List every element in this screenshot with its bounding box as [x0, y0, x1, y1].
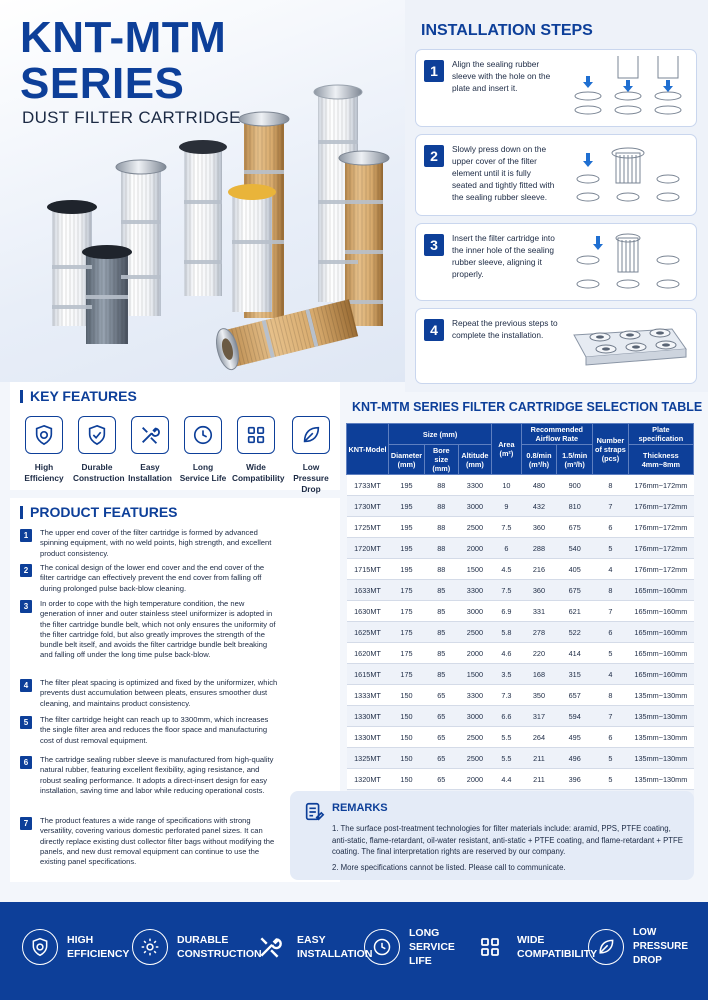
table-cell: 85	[424, 622, 458, 643]
table-cell: 135mm~130mm	[628, 769, 693, 790]
feature-text: The cartridge sealing rubber sleeve is manufactured from high-quality natural rubber, featuring excellent flexibility, aging resistance, and robust sealing performance. It adopts a direct-insert design for easy installation, saving time and labor while reducing operational costs.	[40, 755, 274, 795]
feature-number: 2	[20, 564, 32, 577]
table-cell: 176mm~172mm	[628, 538, 693, 559]
table-cell: 88	[424, 559, 458, 580]
table-cell: 278	[521, 622, 557, 643]
feature-text: The conical design of the lower end cover and the end cover of the filter cartridge can effectively prevent the end cover from falling off during prolonged pulse back-blow cleaning.	[40, 563, 265, 593]
table-cell: 3300	[458, 685, 492, 706]
table-row	[347, 580, 694, 601]
table-row	[347, 601, 694, 622]
header-text: Bore size	[432, 446, 450, 464]
table-row	[347, 664, 694, 685]
table-row	[347, 748, 694, 769]
table-cell: 4	[593, 664, 629, 685]
table-cell: 5	[593, 769, 629, 790]
table-cell: 168	[521, 664, 557, 685]
col-header-plate: Plate specification	[628, 424, 693, 445]
table-cell: 150	[389, 769, 425, 790]
table-cell: 85	[424, 601, 458, 622]
table-cell: 85	[424, 580, 458, 601]
remarks-title: REMARKS	[332, 802, 388, 814]
table-cell: 165mm~160mm	[628, 580, 693, 601]
table-cell: 9	[492, 496, 521, 517]
table-cell: 1633MT	[347, 580, 389, 601]
install-step-4	[415, 308, 697, 384]
table-cell: 211	[521, 769, 557, 790]
table-row	[347, 496, 694, 517]
table-cell: 5	[593, 643, 629, 664]
footer-label: DROP	[633, 955, 662, 966]
feature-text: The filter pleat spacing is optimized and fixed by the uniformizer, which prevents dust accumulation between pleats, ensures smoother dust cleaning, and maintains product consistency.	[40, 678, 278, 708]
table-row	[347, 517, 694, 538]
table-cell: 1333MT	[347, 685, 389, 706]
table-cell: 175	[389, 622, 425, 643]
table-cell: 175	[389, 580, 425, 601]
header-text: Number of straps	[594, 435, 626, 454]
step-3-diagram	[568, 230, 688, 298]
table-cell: 315	[557, 664, 593, 685]
table-cell: 2500	[458, 517, 492, 538]
footer-label: EFFICIENCY	[67, 948, 130, 960]
step-text: Repeat the previous steps to complete the installation.	[452, 318, 558, 340]
clock-icon	[372, 937, 392, 957]
table-cell: 176mm~172mm	[628, 496, 693, 517]
table-cell: 3000	[458, 601, 492, 622]
table-cell: 1620MT	[347, 643, 389, 664]
table-row	[347, 727, 694, 748]
feature-text: The product features a wide range of specifications with strong versatility, covering various domestic perforated panel sizes. It can directly replace existing dust collector filter bags without modifying the panels, and new dust removal equipment can continue to use the existing panel specifications.	[40, 816, 275, 867]
table-cell: 6	[593, 517, 629, 538]
feature-label: Installation	[128, 473, 172, 483]
footer-label: HIGH	[67, 934, 94, 946]
table-cell: 3.5	[492, 664, 521, 685]
feature-long-service-life	[179, 416, 227, 484]
table-cell: 8	[593, 685, 629, 706]
table-cell: 432	[521, 496, 557, 517]
remark-1: 1. The surface post-treatment technologies for filter materials include: aramid, PPS, PTFE coating, anti-static, flame-retardant, oil-water resistant, anti-static + PTFE coating, and flame-retardant + PTFE coating. The final interpretation rights are reserved by our company.	[332, 824, 684, 856]
table-cell: 331	[521, 601, 557, 622]
footer-item-durable-construction	[132, 928, 262, 966]
tools-icon	[257, 934, 283, 960]
table-cell: 150	[389, 727, 425, 748]
table-cell: 65	[424, 748, 458, 769]
document-edit-icon	[303, 801, 325, 823]
table-cell: 6	[492, 538, 521, 559]
install-step-2	[415, 134, 697, 216]
table-cell: 220	[521, 643, 557, 664]
header-text: Altitude	[461, 450, 489, 460]
table-cell: 6.9	[492, 601, 521, 622]
table-cell: 175	[389, 601, 425, 622]
shield-icon	[33, 424, 55, 446]
table-cell: 1715MT	[347, 559, 389, 580]
footer-label: WIDE	[517, 934, 545, 946]
selection-table	[346, 423, 694, 811]
table-cell: 165mm~160mm	[628, 601, 693, 622]
feature-high-efficiency	[20, 416, 68, 484]
table-cell: 350	[521, 685, 557, 706]
table-cell: 88	[424, 538, 458, 559]
table-cell: 657	[557, 685, 593, 706]
feature-number: 5	[20, 716, 32, 729]
table-cell: 175	[389, 643, 425, 664]
col-header-thickness	[628, 445, 693, 475]
feature-label: Durable	[81, 462, 113, 472]
table-cell: 2500	[458, 727, 492, 748]
feature-number: 6	[20, 756, 32, 769]
table-cell: 288	[521, 538, 557, 559]
table-cell: 176mm~172mm	[628, 475, 693, 496]
table-row	[347, 706, 694, 727]
header-unit: (m³/h)	[528, 459, 550, 469]
feature-text: In order to cope with the high temperature condition, the new generation of inner and outer stainless steel uniformizer is adopted in the filter cartridge bundle belt, which not only ensures the uniformity of the filter cartridge fold, but also greatly improves the strength of the bundle belt itself, and avoids the filter cartridge bundle belt breaking and falling off under the long time pulse back-blow.	[40, 599, 276, 660]
table-cell: 1330MT	[347, 706, 389, 727]
step-number: 1	[424, 60, 444, 82]
table-cell: 1320MT	[347, 769, 389, 790]
table-cell: 150	[389, 706, 425, 727]
table-cell: 2000	[458, 538, 492, 559]
feature-label: Low Pressure	[293, 462, 329, 483]
feature-easy-installation	[126, 416, 174, 484]
table-cell: 1325MT	[347, 748, 389, 769]
table-cell: 2000	[458, 643, 492, 664]
table-cell: 1720MT	[347, 538, 389, 559]
footer-label: SERVICE LIFE	[409, 941, 455, 967]
feature-label: Compatibility	[232, 473, 285, 483]
table-cell: 88	[424, 475, 458, 496]
header-text: Diameter	[390, 450, 423, 460]
table-cell: 5.5	[492, 748, 521, 769]
table-row	[347, 685, 694, 706]
col-header-flow1	[521, 445, 557, 475]
table-cell: 6	[593, 727, 629, 748]
table-cell: 88	[424, 496, 458, 517]
table-cell: 405	[557, 559, 593, 580]
footer-label: CONSTRUCTION	[177, 948, 262, 960]
product-series-title-line1: KNT-MTM	[20, 13, 227, 62]
table-cell: 1725MT	[347, 517, 389, 538]
table-cell: 176mm~172mm	[628, 517, 693, 538]
key-features-title: KEY FEATURES	[30, 388, 137, 404]
footer-label: DURABLE	[177, 934, 229, 946]
table-cell: 165mm~160mm	[628, 622, 693, 643]
header-text: Area	[498, 440, 515, 449]
table-cell: 216	[521, 559, 557, 580]
table-cell: 7.5	[492, 517, 521, 538]
table-cell: 3300	[458, 475, 492, 496]
header-unit: (m²)	[499, 449, 514, 458]
footer-item-long-service-life	[364, 928, 473, 966]
step-2-diagram	[568, 141, 688, 211]
table-cell: 1625MT	[347, 622, 389, 643]
product-subtitle: DUST FILTER CARTRIDGE	[22, 108, 241, 127]
table-cell: 175	[389, 664, 425, 685]
table-cell: 195	[389, 559, 425, 580]
install-step-1	[415, 49, 697, 127]
table-cell: 135mm~130mm	[628, 727, 693, 748]
table-cell: 1733MT	[347, 475, 389, 496]
table-cell: 7	[593, 601, 629, 622]
feature-label: High	[34, 462, 54, 472]
feature-label: Efficiency	[24, 473, 64, 483]
footer-item-high-efficiency	[22, 928, 131, 966]
table-cell: 176mm~172mm	[628, 559, 693, 580]
footer-item-low-pressure-drop	[588, 928, 703, 966]
table-row	[347, 622, 694, 643]
col-header-area	[492, 424, 521, 475]
table-cell: 5	[593, 748, 629, 769]
table-cell: 360	[521, 580, 557, 601]
table-cell: 5.8	[492, 622, 521, 643]
feature-label: Drop	[301, 484, 321, 494]
table-cell: 7.5	[492, 580, 521, 601]
step-number: 2	[424, 145, 444, 167]
table-cell: 4.5	[492, 559, 521, 580]
table-cell: 1630MT	[347, 601, 389, 622]
table-cell: 7	[593, 706, 629, 727]
table-cell: 480	[521, 475, 557, 496]
table-cell: 1615MT	[347, 664, 389, 685]
footer-label: LOW PRESSURE	[633, 927, 689, 952]
col-header-diameter	[389, 445, 425, 475]
table-cell: 3300	[458, 580, 492, 601]
grid-icon	[478, 935, 502, 959]
header-unit: 4mm~8mm	[641, 459, 681, 469]
feature-label: Service Life	[179, 473, 227, 483]
table-cell: 165mm~160mm	[628, 643, 693, 664]
table-cell: 4.4	[492, 769, 521, 790]
table-cell: 317	[521, 706, 557, 727]
header-unit: (mm)	[432, 464, 451, 473]
remarks-panel	[290, 791, 694, 880]
table-cell: 2000	[458, 769, 492, 790]
footer-label: LONG	[409, 927, 440, 939]
table-cell: 3000	[458, 496, 492, 517]
feature-label: Long	[192, 462, 214, 472]
col-header-altitude	[458, 445, 492, 475]
col-header-straps	[593, 424, 629, 475]
table-cell: 6	[593, 622, 629, 643]
clock-icon	[192, 424, 214, 446]
table-cell: 150	[389, 685, 425, 706]
table-cell: 810	[557, 496, 593, 517]
table-cell: 8	[593, 580, 629, 601]
tools-icon	[139, 424, 161, 446]
table-cell: 195	[389, 538, 425, 559]
table-cell: 195	[389, 496, 425, 517]
header-unit: (mm)	[465, 459, 484, 469]
table-row	[347, 559, 694, 580]
header-text: 0.8/min	[526, 450, 552, 460]
table-cell: 264	[521, 727, 557, 748]
table-cell: 396	[557, 769, 593, 790]
table-row	[347, 643, 694, 664]
selection-table-title: KNT-MTM SERIES FILTER CARTRIDGE SELECTION TABLE	[352, 400, 703, 414]
table-cell: 360	[521, 517, 557, 538]
footer-item-wide-compatibility	[472, 928, 598, 966]
step-number: 3	[424, 234, 444, 256]
table-cell: 195	[389, 517, 425, 538]
col-header-size: Size (mm)	[389, 424, 492, 445]
table-cell: 522	[557, 622, 593, 643]
table-cell: 594	[557, 706, 593, 727]
table-cell: 496	[557, 748, 593, 769]
install-step-3	[415, 223, 697, 301]
feature-text: The filter cartridge height can reach up to 3300mm, which increases the single filter area and reduces the floor space and manufacturing cost of dust removal equipment.	[40, 715, 269, 745]
remark-2: 2. More specifications cannot be listed. Please call to communicate.	[332, 863, 566, 872]
table-cell: 1500	[458, 664, 492, 685]
footer-label: EASY	[297, 934, 326, 946]
feature-number: 7	[20, 817, 32, 830]
installation-title: INSTALLATION STEPS	[421, 22, 593, 39]
table-cell: 88	[424, 517, 458, 538]
key-features-panel	[10, 382, 340, 494]
header-unit: (mm)	[397, 459, 416, 469]
table-cell: 1500	[458, 559, 492, 580]
table-cell: 150	[389, 748, 425, 769]
table-cell: 900	[557, 475, 593, 496]
step-text: Slowly press down on the upper cover of the filter element until it is fully seated and tightly fitted with the sealing rubber sleeve.	[452, 144, 555, 202]
step-text: Insert the filter cartridge into the inner hole of the sealing rubber sleeve, aligning it properly.	[452, 233, 555, 279]
table-cell: 10	[492, 475, 521, 496]
table-cell: 165mm~160mm	[628, 664, 693, 685]
table-cell: 4.6	[492, 643, 521, 664]
table-cell: 135mm~130mm	[628, 685, 693, 706]
table-cell: 3000	[458, 706, 492, 727]
col-header-bore	[424, 445, 458, 475]
feature-text: The upper end cover of the filter cartridge is formed by advanced spinning equipment, with no weld points, high strength, and excellent product consistency.	[40, 528, 272, 558]
leaf-icon	[300, 424, 322, 446]
feature-wide-compatibility	[232, 416, 285, 484]
table-cell: 1730MT	[347, 496, 389, 517]
table-cell: 195	[389, 475, 425, 496]
table-cell: 1330MT	[347, 727, 389, 748]
grid-icon	[245, 424, 267, 446]
table-cell: 540	[557, 538, 593, 559]
installation-steps-panel	[405, 0, 708, 392]
feature-label: Construction	[73, 473, 125, 483]
table-cell: 414	[557, 643, 593, 664]
shield-check-icon	[86, 424, 108, 446]
selection-table-body	[347, 475, 694, 811]
feature-number: 4	[20, 679, 32, 692]
table-row	[347, 475, 694, 496]
table-cell: 2500	[458, 622, 492, 643]
table-cell: 85	[424, 643, 458, 664]
feature-durable-construction	[73, 416, 125, 484]
table-cell: 65	[424, 769, 458, 790]
gear-icon	[140, 937, 160, 957]
table-cell: 6.6	[492, 706, 521, 727]
table-cell: 85	[424, 664, 458, 685]
feature-label: Easy	[140, 462, 160, 472]
table-cell: 495	[557, 727, 593, 748]
shield-icon	[30, 937, 50, 957]
table-cell: 65	[424, 706, 458, 727]
hero-banner	[0, 0, 405, 382]
table-cell: 7.3	[492, 685, 521, 706]
feature-number: 1	[20, 529, 32, 542]
header-text: Thickness	[643, 450, 679, 460]
table-cell: 5.5	[492, 727, 521, 748]
footer-label: INSTALLATION	[297, 948, 373, 960]
step-text: Align the sealing rubber sleeve with the hole on the plate and insert it.	[452, 59, 551, 93]
table-cell: 675	[557, 580, 593, 601]
step-number: 4	[424, 319, 444, 341]
header-text: 1.5/min	[562, 450, 588, 460]
footer-item-easy-installation	[252, 928, 377, 966]
table-cell: 7	[593, 496, 629, 517]
table-row	[347, 538, 694, 559]
header-unit: (m³/h)	[564, 459, 585, 469]
header-unit: (pcs)	[601, 453, 620, 463]
step-1-diagram	[568, 56, 688, 122]
table-cell: 8	[593, 475, 629, 496]
footer-feature-bar	[0, 902, 708, 1000]
table-cell: 65	[424, 727, 458, 748]
feature-number: 3	[20, 600, 32, 613]
feature-label: Wide	[246, 462, 266, 472]
table-cell: 2500	[458, 748, 492, 769]
table-cell: 4	[593, 559, 629, 580]
col-header-airflow: Recommended Airflow Rate	[521, 424, 592, 445]
table-cell: 135mm~130mm	[628, 748, 693, 769]
table-cell: 675	[557, 517, 593, 538]
product-features-title: PRODUCT FEATURES	[30, 504, 178, 520]
table-row	[347, 769, 694, 790]
table-cell: 5	[593, 538, 629, 559]
step-4-diagram	[568, 315, 688, 377]
table-cell: 211	[521, 748, 557, 769]
footer-label: COMPATIBILITY	[517, 948, 598, 960]
leaf-icon	[596, 937, 616, 957]
table-cell: 621	[557, 601, 593, 622]
table-cell: 65	[424, 685, 458, 706]
table-cell: 135mm~130mm	[628, 706, 693, 727]
col-header-model: KNT-Model	[347, 424, 389, 475]
feature-low-pressure-drop	[285, 416, 337, 495]
col-header-flow2	[557, 445, 593, 475]
product-series-title-line2: SERIES	[20, 59, 185, 108]
